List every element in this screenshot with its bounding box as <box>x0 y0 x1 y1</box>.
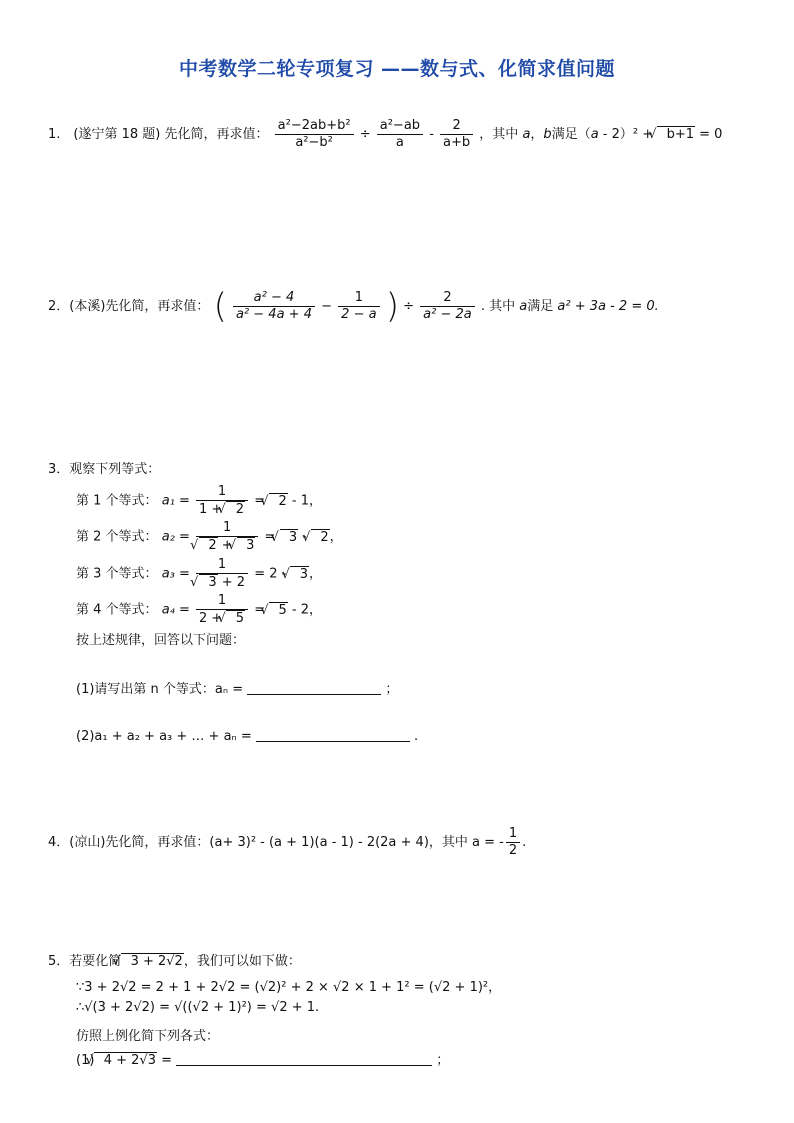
q3-e2-rhs-radicand: 2 <box>320 529 329 545</box>
q3-part-2 <box>76 727 418 744</box>
q3-e1-den-radicand: 2 <box>235 502 245 517</box>
q2-fraction-3 <box>420 290 475 323</box>
q3-e4-rhs-radicand: 5 <box>278 602 287 618</box>
q4-text: 4．(凉山)先化简，再求值：(a+ 3)² - (a + 1)(a - 1) - 2(2a + 4)，其中 a = - <box>48 835 504 850</box>
q3-e2-den-plus: + <box>217 538 237 553</box>
q5-line-2: ∵3 + 2√2 = 2 + 1 + 2√2 = (√2)² + 2 × √2 × 1 + 1² = (√2 + 1)²， <box>76 980 502 995</box>
q3-e3-rhs-radicand: 3 <box>299 566 309 582</box>
q3-e1-rhs-radicand: 2 <box>278 493 287 509</box>
q1-sqrt <box>657 126 695 142</box>
q1-var-a: a <box>590 127 599 142</box>
q3-equation-1 <box>76 484 322 518</box>
q3-e4-den-text: 2 + <box>199 611 227 626</box>
q3-part-1-text: (1)请写出第 n 个等式：aₙ = <box>76 682 244 697</box>
q1-fraction-3 <box>440 118 473 151</box>
q3-part-1-answer-blank[interactable] <box>247 680 381 695</box>
q2-prefix: 2．(本溪)先化简，再求值： <box>48 299 210 314</box>
q1-f2-denominator: a <box>395 135 404 150</box>
q2-f3-numerator: 2 <box>420 290 475 307</box>
question-3-heading: 3．观察下列等式： <box>48 462 161 477</box>
q3-e1-rhs: = <box>254 493 270 509</box>
q2-f2-numerator: 1 <box>338 290 379 307</box>
q2-left-paren: ( <box>213 286 227 327</box>
q3-part-1-end: ； <box>385 682 399 697</box>
q2-f3-denominator: a² − 2a <box>423 307 472 322</box>
q3-e2-rhs: = <box>264 529 280 545</box>
q3-e1-lhs: a₁ = <box>161 493 190 509</box>
q5-line-5 <box>76 1049 449 1068</box>
q1-minus-sign: - <box>429 127 434 142</box>
q2-f2-denominator: 2 − a <box>341 307 377 322</box>
q3-e3-label: 第 3 个等式： <box>76 566 158 582</box>
q3-e3-numerator: 1 <box>196 557 248 574</box>
q3-e4-label: 第 4 个等式： <box>76 602 158 618</box>
q5-l5-sqrt <box>94 1052 157 1068</box>
q1-var-a: a <box>522 127 531 142</box>
q3-part-2-text: (2)a₁ + a₂ + a₃ + … + aₙ = <box>76 729 252 744</box>
q2-f1-numerator: a² − 4 <box>233 290 315 307</box>
q3-e1-fraction <box>196 484 248 518</box>
q3-part-2-answer-blank[interactable] <box>256 727 410 742</box>
q3-e4-rhs-end: - 2， <box>287 602 323 618</box>
q1-condition-text: ， <box>530 127 544 142</box>
q3-e2-den-radicand: 3 <box>246 538 255 553</box>
q5-l1-sqrt <box>121 953 184 969</box>
q1-f1-numerator: a²−2ab+b² <box>275 118 354 135</box>
question-5-line-1 <box>48 953 301 971</box>
q1-condition-text: ，其中 <box>479 127 523 142</box>
q3-e3-fraction <box>196 557 248 591</box>
q4-denominator: 2 <box>508 843 518 858</box>
q3-equation-4 <box>76 593 322 627</box>
q1-var-b: b <box>543 127 552 142</box>
q3-e2-lhs: a₂ = <box>161 529 190 545</box>
q2-minus-sign: − <box>321 299 333 314</box>
q3-e4-denominator <box>196 610 248 627</box>
q3-e3-lhs: a₃ = <box>161 566 190 582</box>
q4-fraction <box>506 826 520 859</box>
q3-e3-den-sqrt <box>199 574 218 590</box>
q5-l5-radicand: 4 + 2√3 <box>103 1053 156 1068</box>
q1-f3-denominator: a+b <box>443 135 471 150</box>
q1-condition-end: = 0 <box>695 127 723 142</box>
q3-e1-rhs-sqrt <box>269 493 288 509</box>
q3-e4-fraction <box>196 593 248 627</box>
q1-divide-sign: ÷ <box>359 127 371 142</box>
q5-l1-radicand: 3 + 2√2 <box>130 954 183 969</box>
q3-e2-rhs-radicand: 3 <box>288 529 298 545</box>
q2-condition: a² + 3a - 2 = 0. <box>557 299 659 314</box>
q2-fraction-1 <box>233 290 315 323</box>
q3-e3-denominator <box>196 574 248 591</box>
q3-e2-den-sqrt <box>199 537 218 553</box>
q3-e2-rhs-sqrt <box>311 529 330 545</box>
q3-e2-rhs-end: ， <box>329 529 343 545</box>
q5-l5-label: (1) <box>76 1053 95 1068</box>
q1-f2-numerator: a²−ab <box>377 118 423 135</box>
q3-e2-denominator <box>196 537 258 554</box>
q3-e1-denominator <box>196 501 248 518</box>
q3-e1-den-text: 1 + <box>199 502 227 517</box>
q3-e3-rhs-sqrt <box>290 566 309 582</box>
q3-e3-den-text: + 2 <box>217 575 246 590</box>
q3-e2-numerator: 1 <box>196 520 258 537</box>
q2-fraction-2 <box>338 290 379 323</box>
q3-e4-den-sqrt <box>226 610 245 626</box>
question-2 <box>48 286 659 327</box>
q3-e4-den-radicand: 5 <box>235 611 245 626</box>
page-title: 中考数学二轮专项复习 ——数与式、化简求值问题 <box>178 58 616 80</box>
q5-part-1-answer-blank[interactable] <box>176 1051 432 1066</box>
q5-l1-text-end: ，我们可以如下做： <box>183 954 301 969</box>
q3-equation-3 <box>76 557 322 591</box>
q3-e1-label: 第 1 个等式： <box>76 493 158 509</box>
q5-l5-equals: = <box>156 1053 173 1068</box>
q3-e1-numerator: 1 <box>196 484 248 501</box>
q5-l1-text: 5．若要化简 <box>48 954 122 969</box>
q3-equation-2 <box>76 520 343 554</box>
q3-e2-fraction <box>196 520 258 554</box>
q3-e3-den-radicand: 3 <box>208 575 217 590</box>
q1-f3-numerator: 2 <box>440 118 473 135</box>
q3-rule-text: 按上述规律，回答以下问题： <box>76 633 246 648</box>
q3-e2-den-radicand: 2 <box>208 538 217 553</box>
question-4 <box>48 826 526 859</box>
q3-e1-rhs-end: - 1， <box>287 493 323 509</box>
q3-part-2-end: . <box>414 729 419 744</box>
q4-end: . <box>522 835 527 850</box>
q1-f1-denominator: a²−b² <box>295 135 333 150</box>
q3-part-1 <box>76 678 398 697</box>
q3-e4-numerator: 1 <box>196 593 248 610</box>
q3-e2-rhs-sqrt <box>280 529 299 545</box>
question-1 <box>48 118 722 151</box>
q3-e3-rhs: = 2 - <box>254 566 291 582</box>
q2-divide-sign: ÷ <box>403 299 415 314</box>
q1-fraction-2 <box>377 118 423 151</box>
q3-e4-rhs-sqrt <box>269 602 288 618</box>
q2-f1-denominator: a² − 4a + 4 <box>235 307 312 322</box>
q3-e1-den-sqrt <box>226 501 245 517</box>
q2-suffix: 满足 <box>527 299 558 314</box>
q1-sqrt-radicand: b+1 <box>666 127 694 142</box>
q5-line-3: ∴√(3 + 2√2) = √((√2 + 1)²) = √2 + 1. <box>76 1000 320 1015</box>
q1-fraction-1 <box>275 118 354 151</box>
q1-condition-text: 满足（ <box>551 127 591 142</box>
q4-numerator: 1 <box>506 826 520 843</box>
q3-e4-rhs: = <box>254 602 270 618</box>
q5-line-4: 仿照上例化简下列各式： <box>76 1029 220 1044</box>
q2-var-a: a <box>519 299 528 314</box>
q1-prefix: 1. (遂宁第 18 题) 先化简，再求值： <box>48 127 269 142</box>
q3-e2-label: 第 2 个等式： <box>76 529 158 545</box>
q2-suffix: . 其中 <box>480 299 520 314</box>
q3-e2-rhs-minus: - <box>298 529 312 545</box>
q1-condition-text: - 2）² + <box>598 127 658 142</box>
q3-e3-rhs-end: ， <box>309 566 323 582</box>
q3-e4-lhs: a₄ = <box>161 602 190 618</box>
q3-e2-den-sqrt <box>237 537 256 553</box>
q5-l5-end: ； <box>436 1053 450 1068</box>
q2-right-paren: ) <box>385 286 399 327</box>
